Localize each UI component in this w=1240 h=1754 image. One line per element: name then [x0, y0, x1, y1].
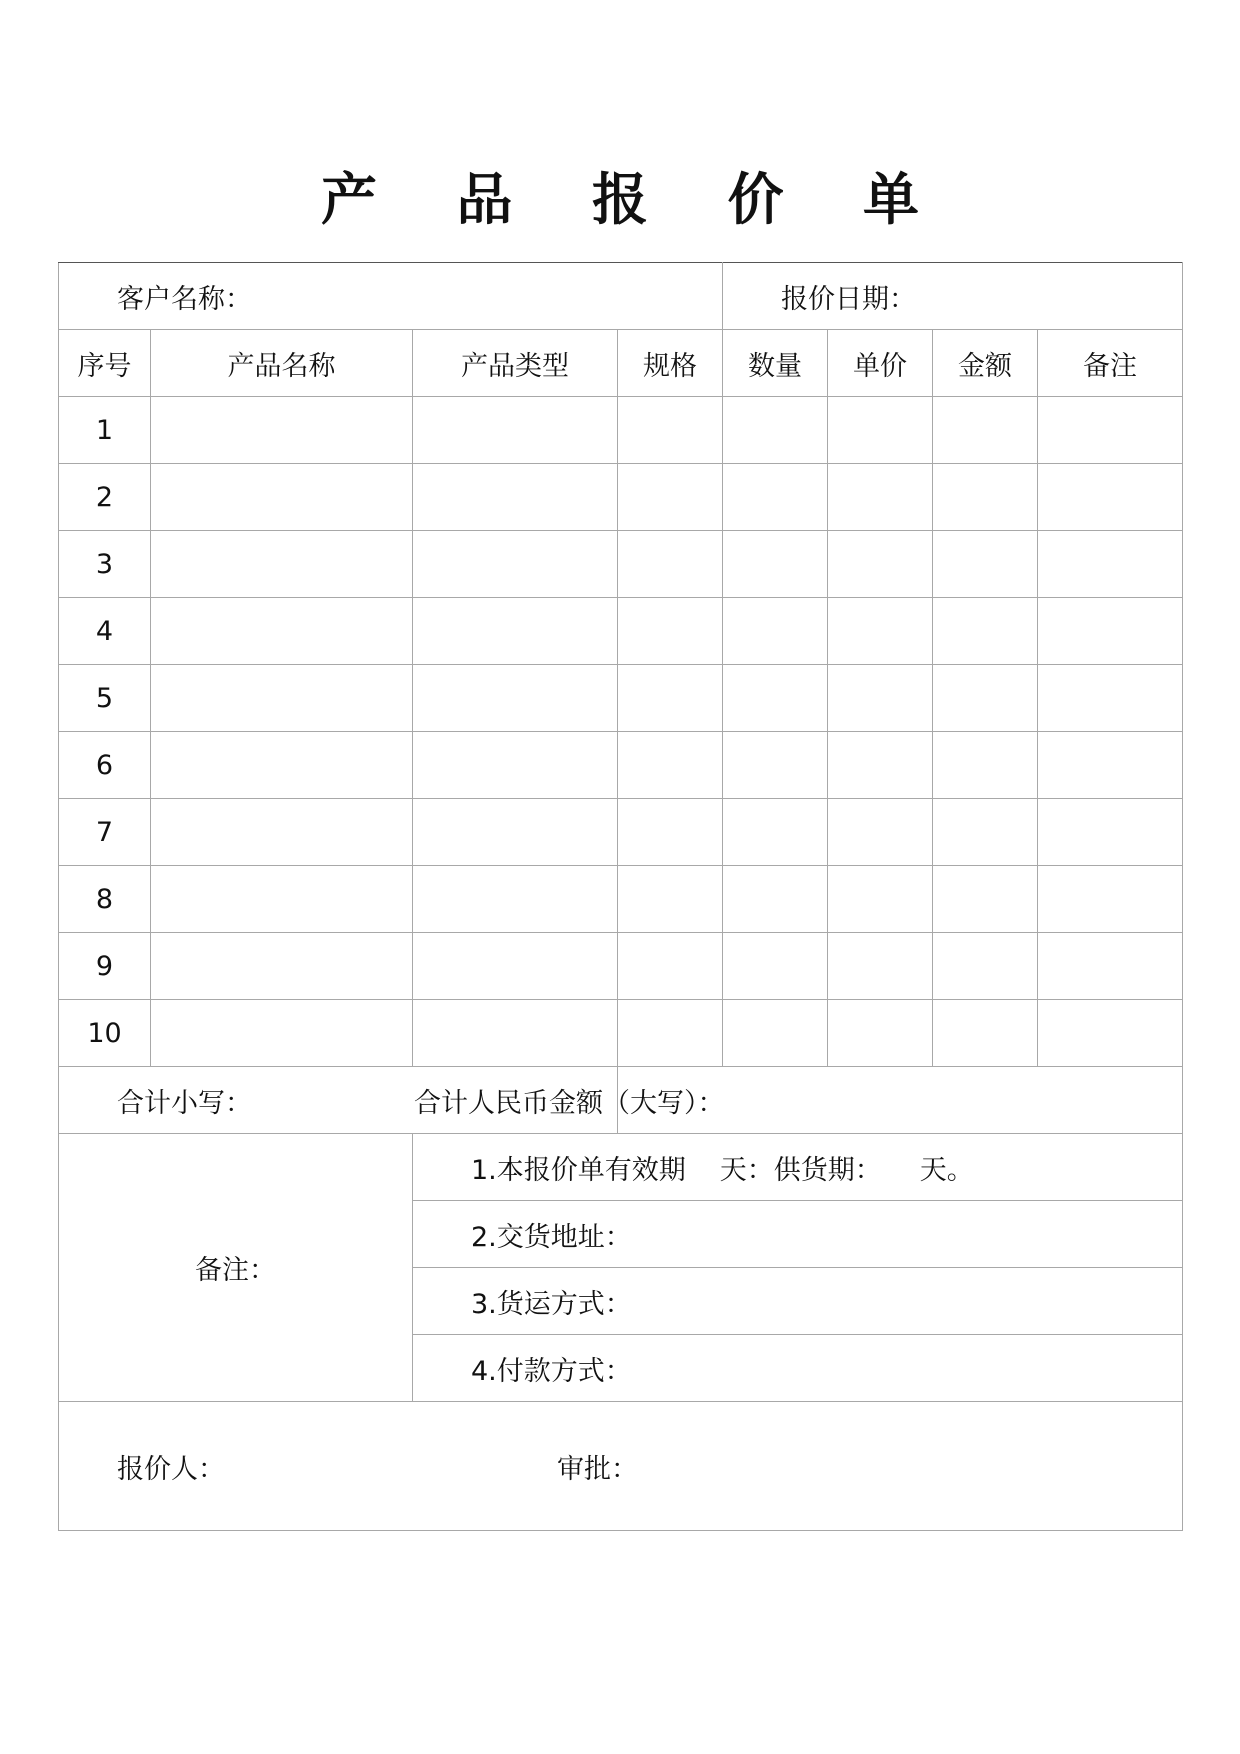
- table-row: [59, 799, 1183, 866]
- cell-amount[interactable]: [933, 531, 1038, 598]
- info-row: [59, 263, 1183, 330]
- cell-product-name[interactable]: [151, 665, 413, 732]
- remark-validity[interactable]: [413, 1134, 1183, 1201]
- cell-remark[interactable]: [1038, 665, 1183, 732]
- shipping-label: 3.货运方式：: [471, 1288, 632, 1320]
- row-index: 2: [59, 464, 151, 531]
- cell-spec[interactable]: [618, 665, 723, 732]
- cell-remark[interactable]: [1038, 933, 1183, 1000]
- col-header-product-type: 产品类型: [413, 330, 618, 397]
- cell-product-name[interactable]: [151, 866, 413, 933]
- approval-label: 审批：: [557, 1453, 638, 1485]
- col-header-quantity: 数量: [723, 330, 828, 397]
- row-index: 1: [59, 397, 151, 464]
- cell-spec[interactable]: [618, 464, 723, 531]
- client-name-label: 客户名称：: [117, 283, 252, 315]
- signature-field[interactable]: [59, 1402, 1183, 1531]
- row-index: 4: [59, 598, 151, 665]
- table-row: [59, 866, 1183, 933]
- payment-label: 4.付款方式：: [471, 1355, 632, 1387]
- cell-quantity[interactable]: [723, 799, 828, 866]
- row-index: 3: [59, 531, 151, 598]
- cell-amount[interactable]: [933, 598, 1038, 665]
- table-row: [59, 598, 1183, 665]
- col-header-index: 序号: [59, 330, 151, 397]
- cell-spec[interactable]: [618, 866, 723, 933]
- table-row: [59, 397, 1183, 464]
- cell-product-type[interactable]: [413, 531, 618, 598]
- cell-product-type[interactable]: [413, 732, 618, 799]
- cell-product-type[interactable]: [413, 397, 618, 464]
- validity-mid: 天：供货期：: [719, 1154, 882, 1186]
- cell-remark[interactable]: [1038, 464, 1183, 531]
- row-index: 6: [59, 732, 151, 799]
- totals-field[interactable]: [59, 1067, 725, 1134]
- table-row: [59, 1000, 1183, 1067]
- cell-remark[interactable]: [1038, 732, 1183, 799]
- cell-product-type[interactable]: [413, 1000, 618, 1067]
- client-name-field[interactable]: [59, 263, 723, 330]
- row-index: 9: [59, 933, 151, 1000]
- cell-quantity[interactable]: [723, 732, 828, 799]
- cell-amount[interactable]: [933, 665, 1038, 732]
- validity-suffix: 天。: [919, 1154, 974, 1186]
- cell-amount[interactable]: [933, 1000, 1038, 1067]
- cell-remark[interactable]: [1038, 397, 1183, 464]
- cell-unit-price[interactable]: [828, 397, 933, 464]
- remark-shipping[interactable]: [413, 1268, 1183, 1335]
- cell-spec[interactable]: [618, 1000, 723, 1067]
- table-row: [59, 464, 1183, 531]
- signature-row: [59, 1402, 1183, 1531]
- cell-spec[interactable]: [618, 397, 723, 464]
- cell-quantity[interactable]: [723, 598, 828, 665]
- remark-payment[interactable]: [413, 1335, 1183, 1402]
- cell-amount[interactable]: [933, 464, 1038, 531]
- total-small-label: 合计小写：: [117, 1087, 252, 1119]
- table-row: [59, 531, 1183, 598]
- cell-remark[interactable]: [1038, 531, 1183, 598]
- cell-unit-price[interactable]: [828, 799, 933, 866]
- total-rmb-label: 合计人民币金额（大写）：: [414, 1087, 725, 1119]
- cell-quantity[interactable]: [723, 665, 828, 732]
- cell-product-name[interactable]: [151, 531, 413, 598]
- cell-product-type[interactable]: [413, 665, 618, 732]
- cell-unit-price[interactable]: [828, 732, 933, 799]
- cell-product-name[interactable]: [151, 732, 413, 799]
- cell-product-name[interactable]: [151, 464, 413, 531]
- header-row: [59, 330, 1183, 397]
- row-index: 5: [59, 665, 151, 732]
- cell-unit-price[interactable]: [828, 598, 933, 665]
- row-index: 7: [59, 799, 151, 866]
- cell-unit-price[interactable]: [828, 464, 933, 531]
- col-header-unit-price: 单价: [828, 330, 933, 397]
- cell-quantity[interactable]: [723, 933, 828, 1000]
- cell-spec[interactable]: [618, 598, 723, 665]
- remarks-label-cell: [59, 1134, 413, 1402]
- cell-remark[interactable]: [1038, 799, 1183, 866]
- cell-product-type[interactable]: [413, 799, 618, 866]
- table-row: [59, 732, 1183, 799]
- row-index: 8: [59, 866, 151, 933]
- cell-quantity[interactable]: [723, 866, 828, 933]
- cell-spec[interactable]: [618, 531, 723, 598]
- cell-unit-price[interactable]: [828, 1000, 933, 1067]
- cell-amount[interactable]: [933, 732, 1038, 799]
- cell-product-name[interactable]: [151, 933, 413, 1000]
- cell-unit-price[interactable]: [828, 665, 933, 732]
- cell-remark[interactable]: [1038, 1000, 1183, 1067]
- col-header-product-name: 产品名称: [151, 330, 413, 397]
- remark-address[interactable]: [413, 1201, 1183, 1268]
- remarks-label: 备注：: [195, 1255, 276, 1286]
- cell-quantity[interactable]: [723, 1000, 828, 1067]
- table-row: [59, 665, 1183, 732]
- cell-quantity[interactable]: [723, 531, 828, 598]
- cell-remark[interactable]: [1038, 866, 1183, 933]
- cell-spec[interactable]: [618, 799, 723, 866]
- validity-prefix: 1.本报价单有效期: [471, 1154, 686, 1186]
- cell-amount[interactable]: [933, 866, 1038, 933]
- table-row: [59, 933, 1183, 1000]
- col-header-spec: 规格: [618, 330, 723, 397]
- col-header-remark: 备注: [1038, 330, 1183, 397]
- cell-product-type[interactable]: [413, 866, 618, 933]
- quote-date-field[interactable]: [723, 263, 1183, 330]
- cell-unit-price[interactable]: [828, 933, 933, 1000]
- cell-product-name[interactable]: [151, 799, 413, 866]
- cell-amount[interactable]: [933, 799, 1038, 866]
- cell-product-type[interactable]: [413, 598, 618, 665]
- cell-unit-price[interactable]: [828, 866, 933, 933]
- quoter-label: 报价人：: [117, 1453, 225, 1485]
- cell-product-type[interactable]: [413, 933, 618, 1000]
- cell-unit-price[interactable]: [828, 531, 933, 598]
- row-index: 10: [59, 1000, 151, 1067]
- cell-spec[interactable]: [618, 933, 723, 1000]
- cell-product-name[interactable]: [151, 598, 413, 665]
- quote-date-label: 报价日期：: [781, 283, 916, 315]
- quote-table: [58, 262, 1183, 1531]
- page-title: 产 品 报 价 单: [321, 167, 949, 233]
- cell-spec[interactable]: [618, 732, 723, 799]
- cell-product-type[interactable]: [413, 464, 618, 531]
- cell-quantity[interactable]: [723, 464, 828, 531]
- cell-remark[interactable]: [1038, 598, 1183, 665]
- cell-product-name[interactable]: [151, 1000, 413, 1067]
- remark-row-1: [59, 1134, 1183, 1201]
- cell-product-name[interactable]: [151, 397, 413, 464]
- cell-quantity[interactable]: [723, 397, 828, 464]
- address-label: 2.交货地址：: [471, 1221, 632, 1253]
- cell-amount[interactable]: [933, 397, 1038, 464]
- col-header-amount: 金额: [933, 330, 1038, 397]
- cell-amount[interactable]: [933, 933, 1038, 1000]
- totals-row: [59, 1067, 1183, 1134]
